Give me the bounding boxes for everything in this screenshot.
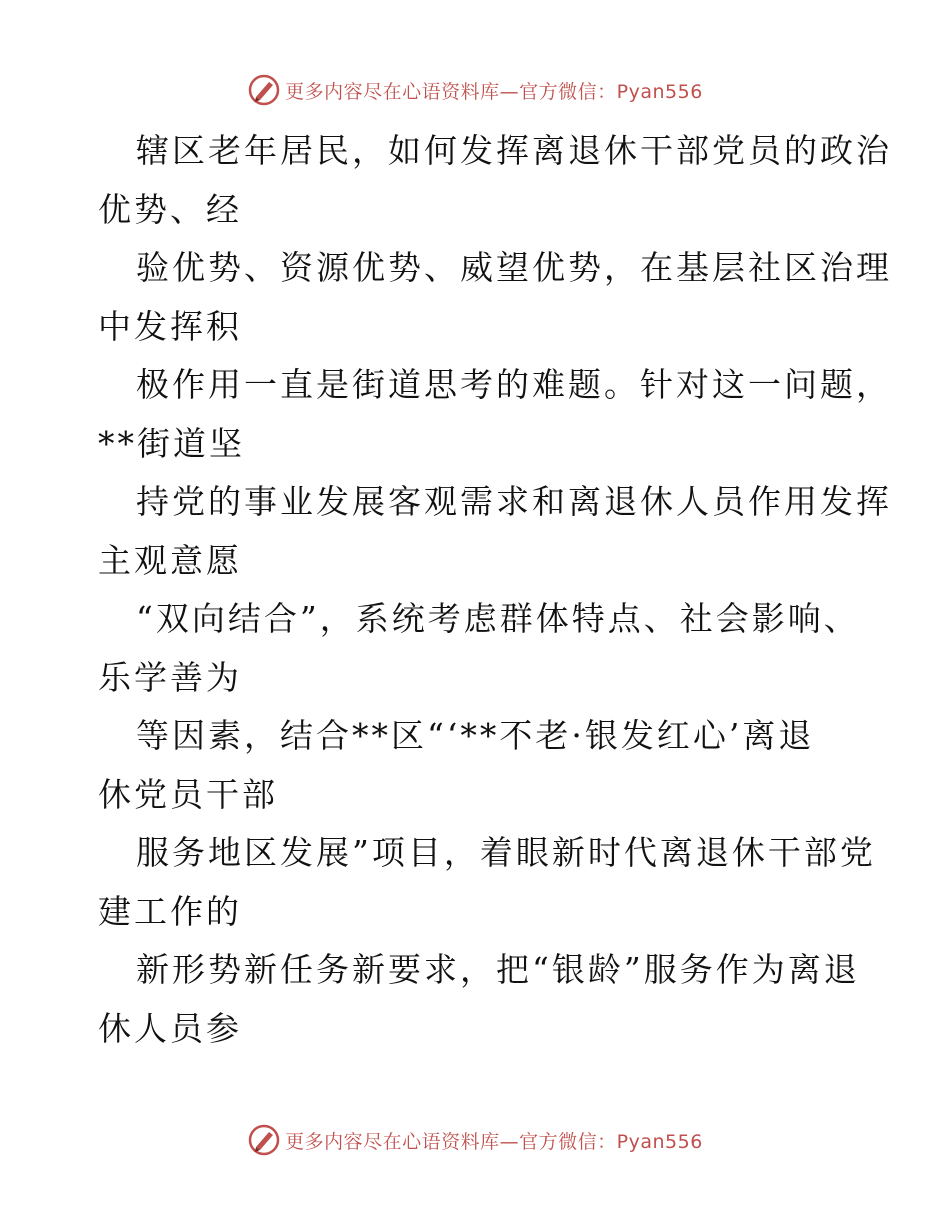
document-body (98, 122, 892, 1058)
text-line: 验优势、资源优势、威望优势，在基层社区治理 (136, 248, 892, 287)
text-line: 服务地区发展”项目，着眼新时代离退休干部党 (136, 833, 876, 872)
text-line: 中发挥积 (98, 306, 242, 346)
text-line: 建工作的 (98, 891, 242, 931)
text-line: 等因素，结合**区“‘**不老·银发红心’离退 (136, 716, 815, 755)
text-line: 主观意愿 (98, 540, 242, 580)
text-line: 持党的事业发展客观需求和离退休人员作用发挥 (136, 482, 892, 521)
footer-banner (0, 1120, 950, 1160)
text-line: 休党员干部 (98, 774, 278, 814)
text-line: 优势、经 (98, 189, 242, 229)
pen-logo-icon (247, 73, 281, 107)
text-line: 极作用一直是街道思考的难题。针对这一问题， (136, 365, 892, 404)
header-banner (0, 70, 950, 110)
text-line: **街道坚 (98, 423, 245, 463)
header-banner-text: 更多内容尽在心语资料库—官方微信：Pyan556 (285, 80, 703, 103)
text-line: 休人员参 (98, 1008, 242, 1048)
pen-logo-icon (247, 1123, 281, 1157)
text-line: 乐学善为 (98, 657, 242, 697)
text-line: “双向结合”，系统考虑群体特点、社会影响、 (136, 599, 860, 638)
text-line: 新形势新任务新要求，把“银龄”服务作为离退 (136, 950, 860, 989)
text-line: 辖区老年居民，如何发挥离退休干部党员的政治 (136, 131, 892, 170)
footer-banner-text: 更多内容尽在心语资料库—官方微信：Pyan556 (285, 1130, 703, 1153)
